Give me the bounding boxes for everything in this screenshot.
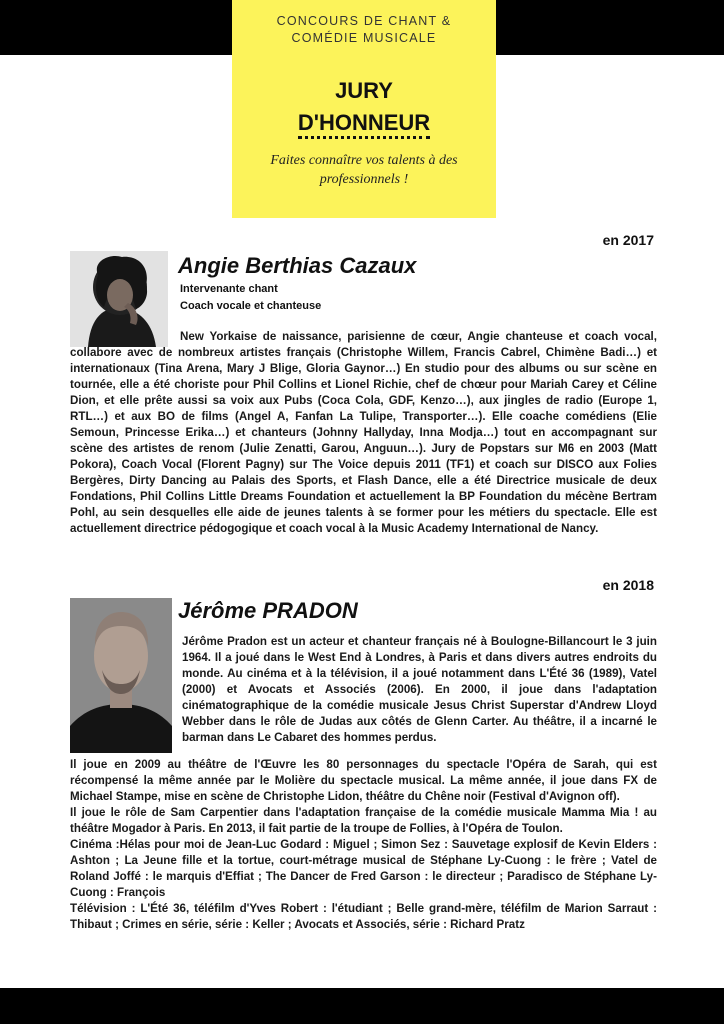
juror-name-angie: Angie Berthias Cazaux bbox=[178, 253, 417, 278]
juror-name-jerome: Jérôme PRADON bbox=[178, 598, 358, 623]
banner-subtitle-line1: CONCOURS DE CHANT & bbox=[276, 14, 452, 28]
bio-paragraph-theatre: Il joue en 2009 au théâtre de l'Œuvre les 80 personnages du spectacle l'Opéra de Sarah, qui est récompensé la même année par le Molière du spectacle musical. La même année, il joue dans FX de Michael Stampe, mise en scène de Christophe Lidon, théâtre du Chêne noir (Festival d'Avignon off). bbox=[70, 758, 657, 803]
banner-tagline-line1: Faites connaître vos talents à des bbox=[270, 153, 458, 168]
bio-paragraph-television: Télévision : L'Été 36, téléfilm d'Yves Robert : l'étudiant ; Belle grand-mère, téléfilm de Marion Sarraut : Thibaut ; Crimes en série, série : Keller ; Avocats et Associés, série : Richard Pratz bbox=[70, 902, 657, 931]
juror-bio-angie: New Yorkaise de naissance, parisienne de cœur, Angie chanteuse et coach vocal, collabore avec de nombreux artistes français (Christophe Willem, Francis Cabrel, Chimène Badi…) et internationaux (Tina Arena, Mary J Blige, Gloria Gaynor…) En studio pour des albums ou sur scène en tournée, elle a été choriste pour Phil Collins et Lionel Richie, chef de chœur pour Mariah Carey et Céline Dion, et elle prête aussi sa voix aux Pubs (Coca Cola, GDF, Kenzo…), aux jingles de radio (Europe 1, RTL…) et aux BO de films (Angel A, Fanfan La Tulipe, Transporter…). Elle coache comédiens (Elie Semoun, Princesse Erika…) et chanteurs (Johnny Hallyday, Inna Modja…) tout en accompagnant sur scène des artistes de renom (Julie Zenatti, Garou, Anguun…). Jury de Popstars sur M6 en 2003 (Matt Pokora), Coach Vocal (Florent Pagny) sur The Voice depuis 2011 (TF1) et coach sur DISCO aux Folies Bergères, Dirty Dancing au Palais des Sports, et Flash Dance, elle a été Directrice musicale de deux Fondations, Phil Collins Little Dreams Foundation et actuellement la BP Foundation du mécène Bertram Pohl, au sein desquelles elle aide de jeunes talents à se former pour les métiers du spectacle. Elle est actuellement directrice pédogogique et coach vocal à la Music Academy International de Nancy. bbox=[70, 330, 657, 535]
year-label-2018: en 2018 bbox=[602, 577, 654, 593]
juror-bio-jerome-intro: Jérôme Pradon est un acteur et chanteur français né à Boulogne-Billancourt le 3 juin 1964. Il a joué dans le West End à Londres, à Paris et dans divers autres endroits du monde. Au cinéma et à la télévision, il a joué notamment dans L'Été 36 (1989), Vatel (2000) et Avocats et Associés (2006). En 2000, il joue dans l'adaptation cinématographique de la comédie musicale Jesus Christ Superstar d'Andrew Lloyd Webber dans le rôle de Judas aux côtés de Glenn Carter. Au théâtre, il a incarné le barman dans Le Cabaret des hommes perdus. bbox=[182, 635, 657, 744]
banner-tagline-line2: professionnels ! bbox=[319, 172, 409, 187]
year-label-2017: en 2017 bbox=[602, 232, 654, 248]
banner-tagline bbox=[232, 151, 496, 189]
juror-role-line2: Coach vocale et chanteuse bbox=[180, 300, 322, 312]
portrait-man-icon bbox=[70, 598, 172, 753]
banner-subtitle bbox=[232, 13, 496, 47]
banner-title-line1: JURY bbox=[335, 78, 393, 103]
juror-role-line1: Intervenante chant bbox=[180, 283, 278, 295]
bio-paragraph-mamma-mia: Il joue le rôle de Sam Carpentier dans l'adaptation française de la comédie musicale Mamma Mia ! au théâtre Mogador à Paris. En 2013, il fait partie de la troupe de Follies, à l'Opéra de Toulon. bbox=[70, 806, 657, 835]
banner-title bbox=[232, 75, 496, 139]
juror-photo-jerome bbox=[70, 598, 172, 753]
bio-paragraph-cinema: Cinéma :Hélas pour moi de Jean-Luc Godard : Miguel ; Simon Sez : Sauvetage explosif de Kevin Elders : Ashton ; La Jeune fille et la tortue, court-métrage musical de Stéphane Ly-Cuong : le frère ; Vatel de Roland Joffé : le marquis d'Effiat ; The Dancer de Fred Garson : le directeur ; Paradisco de Stéphane Ly-Cuong : François bbox=[70, 838, 657, 899]
juror-bio-jerome-details bbox=[70, 757, 657, 933]
bottom-black-band bbox=[0, 988, 724, 1024]
banner-title-line2: D'HONNEUR bbox=[298, 110, 430, 139]
banner-subtitle-line2: COMÉDIE MUSICALE bbox=[291, 31, 437, 45]
header-banner bbox=[232, 0, 496, 218]
